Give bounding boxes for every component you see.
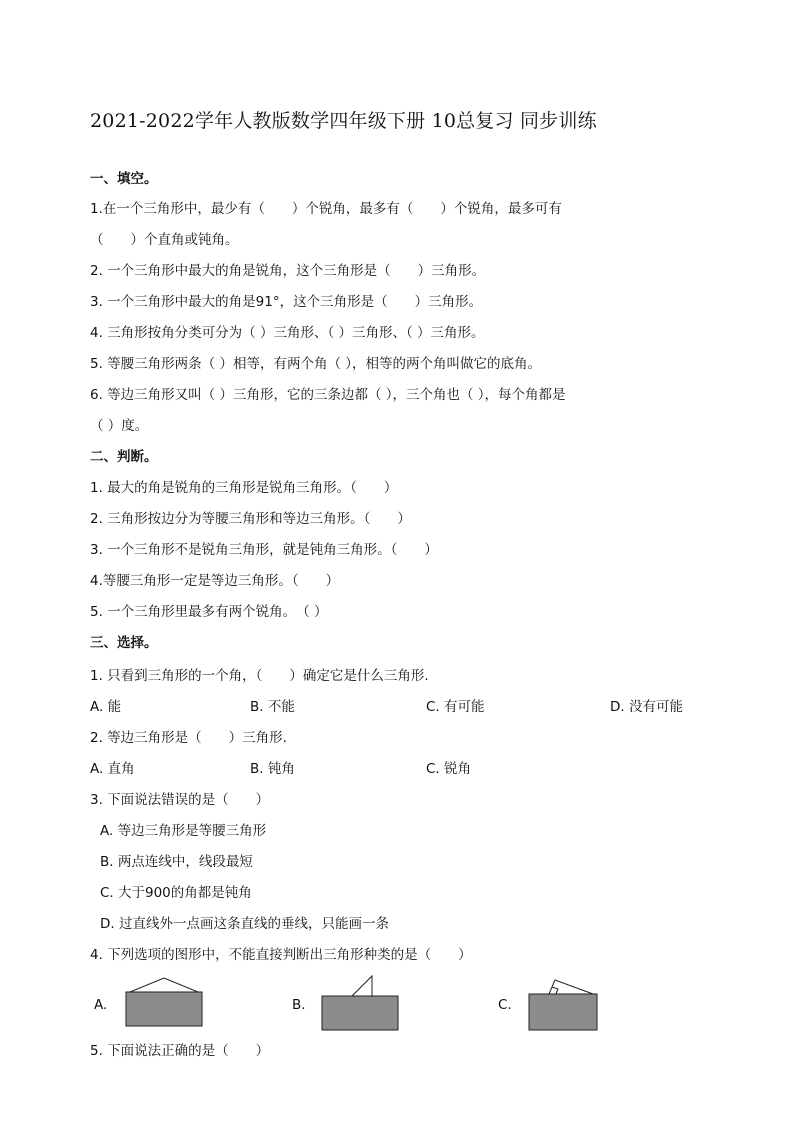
- section-heading-choice: 三、选择。: [90, 635, 158, 651]
- choice-q3-option-b: B. 两点连线中，线段最短: [100, 854, 253, 870]
- choice-q3: 3. 下面说法错误的是（ ）: [90, 792, 270, 808]
- choice-q1-option-d: D. 没有可能: [610, 699, 683, 715]
- fill-q6-line1: 6. 等边三角形又叫（ ）三角形，它的三条边都（ ），三个角也（ ），每个角都是: [90, 387, 566, 403]
- choice-q2-option-b: B. 钝角: [250, 761, 295, 777]
- choice-q3-option-d: D. 过直线外一点画这条直线的垂线，只能画一条: [100, 916, 389, 932]
- judge-q1: 1. 最大的角是锐角的三角形是锐角三角形。（ ）: [90, 480, 398, 496]
- section-heading-judge: 二、判断。: [90, 449, 158, 465]
- choice-q1: 1. 只看到三角形的一个角，（ ）确定它是什么三角形.: [90, 668, 429, 684]
- page-title: 2021-2022学年人教版数学四年级下册 10总复习 同步训练: [90, 110, 597, 132]
- fill-q5: 5. 等腰三角形两条（ ）相等，有两个角（ ），相等的两个角叫做它的底角。: [90, 356, 542, 372]
- judge-q4: 4.等腰三角形一定是等边三角形。（ ）: [90, 573, 340, 589]
- choice-q2-option-c: C. 锐角: [426, 761, 472, 777]
- figure-option-b: [320, 972, 400, 1032]
- figure-option-a: [124, 974, 204, 1028]
- choice-q2-option-a: A. 直角: [90, 761, 135, 777]
- fill-q2: 2. 一个三角形中最大的角是锐角，这个三角形是（ ）三角形。: [90, 263, 486, 279]
- fill-q1-line1: 1.在一个三角形中，最少有（ ）个锐角，最多有（ ）个锐角，最多可有: [90, 201, 562, 217]
- figure-option-c: [527, 974, 599, 1032]
- judge-q3: 3. 一个三角形不是锐角三角形，就是钝角三角形。（ ）: [90, 542, 438, 558]
- judge-q5: 5. 一个三角形里最多有两个锐角。 （ ）: [90, 604, 328, 620]
- fill-q4: 4. 三角形按角分类可分为（ ）三角形、（ ）三角形、（ ）三角形。: [90, 325, 485, 341]
- choice-q2: 2. 等边三角形是（ ）三角形.: [90, 730, 287, 746]
- fill-q3: 3. 一个三角形中最大的角是91°，这个三角形是（ ）三角形。: [90, 294, 483, 310]
- choice-q3-option-a: A. 等边三角形是等腰三角形: [100, 823, 267, 839]
- fill-q1-line2: （ ）个直角或钝角。: [90, 232, 239, 248]
- choice-q1-option-a: A. 能: [90, 699, 122, 715]
- section-heading-fill-in: 一、填空。: [90, 171, 158, 187]
- choice-q1-option-c: C. 有可能: [426, 699, 485, 715]
- choice-q4-label-c: C.: [498, 997, 512, 1013]
- choice-q4-label-b: B.: [292, 997, 306, 1013]
- choice-q3-option-c: C. 大于900的角都是钝角: [100, 885, 252, 901]
- choice-q5: 5. 下面说法正确的是（ ）: [90, 1043, 270, 1059]
- choice-q1-option-b: B. 不能: [250, 699, 295, 715]
- fill-q6-line2: （ ）度。: [90, 418, 149, 434]
- judge-q2: 2. 三角形按边分为等腰三角形和等边三角形。（ ）: [90, 511, 411, 527]
- choice-q4: 4. 下列选项的图形中，不能直接判断出三角形种类的是（ ）: [90, 947, 472, 963]
- choice-q4-label-a: A.: [94, 997, 108, 1013]
